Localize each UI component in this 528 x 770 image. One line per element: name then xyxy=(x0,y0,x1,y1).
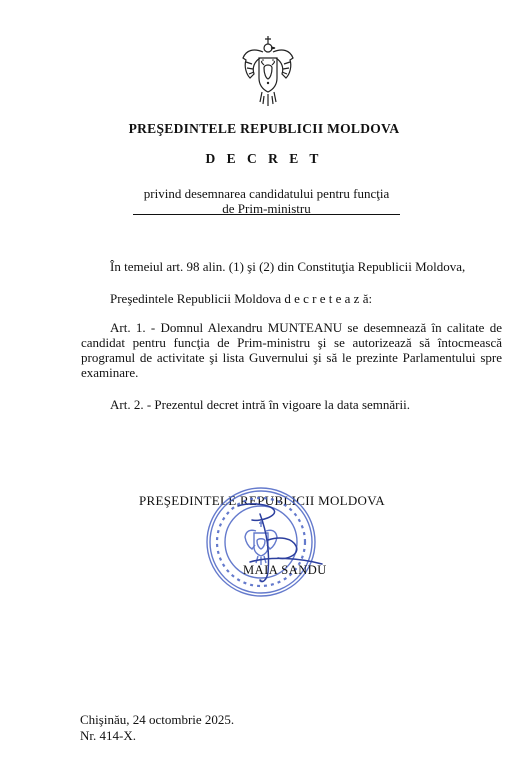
decree-number: Nr. 414-X. xyxy=(80,728,136,743)
article-1-text: Art. 1. - Domnul Alexandru MUNTEANU se desemnează în calitate de candidat pentru funcţia de Prim-ministru şi se autorizează să întocmească programul de activitate şi lista Guvernului şi să le prezinte Parlamentului spre examinare. xyxy=(81,320,502,380)
subject-line-1: privind desemnarea candidatului pentru funcţia xyxy=(143,186,390,201)
decree-subject xyxy=(133,186,400,216)
subject-line-2: de Prim-ministru xyxy=(222,201,311,216)
preamble-paragraph: În temeiul art. 98 alin. (1) şi (2) din Constituţia Republicii Moldova, xyxy=(110,259,466,274)
place-and-date: Chişinău, 24 octombrie 2025. xyxy=(80,712,235,727)
subject-underline xyxy=(133,214,400,215)
svg-text:*: * xyxy=(259,578,263,587)
issuer-heading: PREŞEDINTELE REPUBLICII MOLDOVA xyxy=(128,121,400,136)
signatory-name: MAIA SANDU xyxy=(243,563,327,577)
signatory-title: PREŞEDINTELE REPUBLICII MOLDOVA xyxy=(139,493,385,508)
article-1-paragraph xyxy=(81,320,502,380)
enacting-clause: Preşedintele Republicii Moldova d e c r e t e a z ă: xyxy=(110,291,373,306)
article-2-paragraph: Art. 2. - Prezentul decret intră în vigoare la data semnării. xyxy=(110,397,410,412)
document-type-heading: D E C R E T xyxy=(205,151,323,166)
coat-of-arms-icon xyxy=(240,34,296,110)
